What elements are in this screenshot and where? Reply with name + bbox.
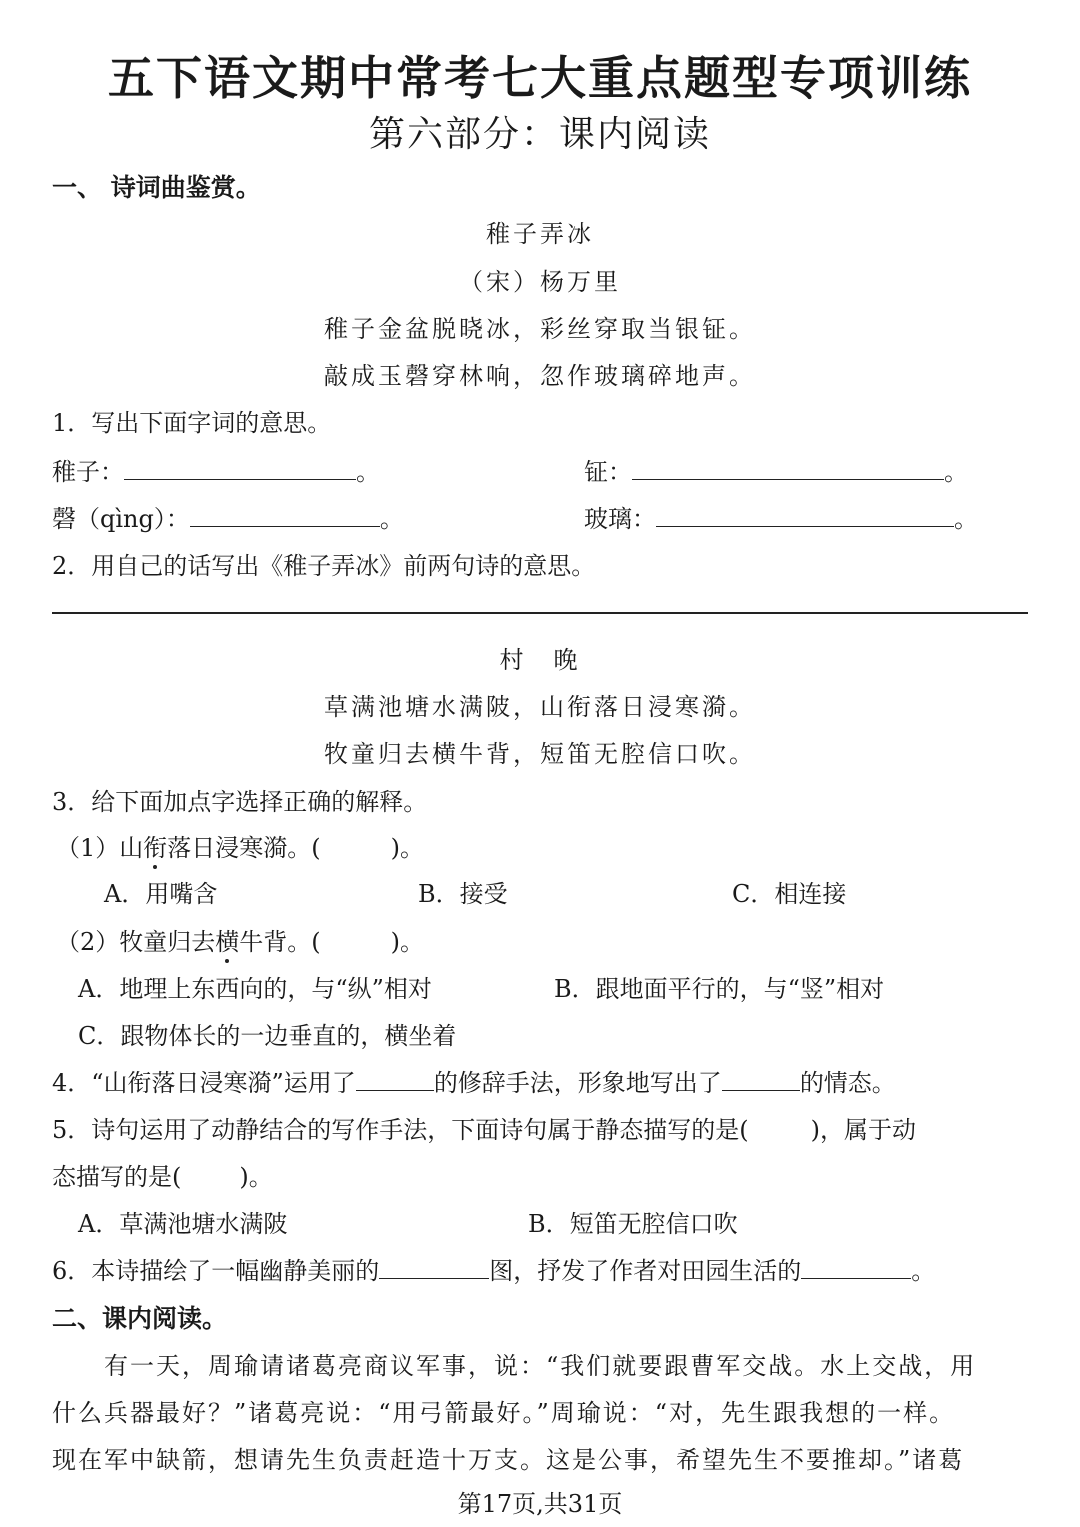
question-1-item [584,452,968,487]
item-label: 玻璃： [584,505,656,533]
question-1-item [52,499,404,534]
option: C．跟物体长的一边垂直的，横坐着 [78,1022,457,1050]
question-text: 。 [911,1257,936,1285]
item-end: 。 [379,505,404,533]
item-label: 稚子： [52,458,124,486]
item-end: 。 [356,458,380,486]
item-end: 。 [954,505,978,533]
question-1-stem: 1．写出下面字词的意思。 [52,409,332,437]
option: B．接受 [418,880,508,908]
option: A．地理上东西向的，与“纵”相对 [78,975,432,1003]
item-end: 。 [944,458,968,486]
answer-blank[interactable] [801,1258,911,1279]
question-3-stem: 3．给下面加点字选择正确的解释。 [52,788,428,816]
poem-title: 村 晚 [499,646,581,674]
section-heading-poetry: 一、 诗词曲鉴赏。 [52,173,261,202]
dotted-character: 衔 [143,834,168,862]
question-text: )。 [239,1163,273,1191]
question-3-sub2 [56,922,424,957]
option: A．用嘴含 [104,880,218,908]
option: B．短笛无腔信口吹 [528,1210,738,1238]
answer-blank[interactable] [722,1070,800,1091]
question-text: )，属于动 [810,1116,917,1144]
question-text: 的修辞手法，形象地写出了 [433,1069,722,1097]
sub-question-end: )。 [390,928,425,956]
question-5-line [52,1110,916,1145]
poem-title: 稚子弄冰 [486,220,594,248]
sub-question-end: )。 [390,834,425,862]
question-text: 6．本诗描绘了一幅幽静美丽的 [52,1257,380,1285]
answer-blank[interactable] [190,506,380,527]
item-label: 磬（qìng）： [52,505,190,533]
question-text: 图，抒发了作者对田园生活的 [489,1257,802,1285]
question-1-item [584,499,978,534]
answer-blank[interactable] [656,506,954,527]
question-text: 态描写的是( [52,1163,182,1191]
poem-author: （宋）杨万里 [459,268,621,296]
page-subtitle: 第六部分：课内阅读 [368,114,711,155]
question-5-line [52,1157,273,1192]
poem-line: 稚子金盆脱晓冰，彩丝穿取当银钲。 [324,315,756,343]
sub-question-text: 牛背。( [239,928,321,956]
sub-question-text: 落日浸寒漪。( [167,834,321,862]
page-number: 第17页,共31页 [457,1490,623,1518]
answer-blank[interactable] [632,459,944,480]
page-title: 五下语文期中常考七大重点题型专项训练 [108,51,972,105]
question-text: 的情态。 [799,1069,896,1097]
question-text: 5．诗句运用了动静结合的写作手法，下面诗句属于静态描写的是( [52,1116,749,1144]
section-heading-reading: 二、课内阅读。 [52,1304,228,1333]
question-3-sub1 [56,828,424,863]
sub-question-text: （1）山 [56,834,144,862]
question-1-item [52,452,380,487]
answer-line[interactable] [52,612,1028,614]
answer-blank[interactable] [124,459,356,480]
question-6 [52,1251,935,1286]
option: C．相连接 [732,880,847,908]
sub-question-text: （2）牧童归去 [56,928,216,956]
question-4 [52,1063,896,1098]
reading-paragraph-line: 什么兵器最好？”诸葛亮说：“用弓箭最好。”周瑜说：“对，先生跟我想的一样。 [52,1399,956,1427]
answer-blank[interactable] [356,1070,434,1091]
poem-line: 草满池塘水满陂，山衔落日浸寒漪。 [324,693,756,721]
poem-line: 牧童归去横牛背，短笛无腔信口吹。 [324,740,756,768]
option: B．跟地面平行的，与“竖”相对 [554,975,885,1003]
option: A．草满池塘水满陂 [78,1210,288,1238]
dotted-character: 横 [215,928,240,956]
item-label: 钲： [584,458,632,486]
poem-line: 敲成玉磬穿林响，忽作玻璃碎地声。 [324,362,756,390]
question-2-stem: 2．用自己的话写出《稚子弄冰》前两句诗的意思。 [52,552,596,580]
answer-blank[interactable] [379,1258,489,1279]
question-text: 4．“山衔落日浸寒漪”运用了 [52,1069,356,1097]
reading-paragraph-line: 有一天，周瑜请诸葛亮商议军事，说：“我们就要跟曹军交战。水上交战，用 [104,1352,977,1380]
reading-paragraph-line: 现在军中缺箭，想请先生负责赶造十万支。这是公事，希望先生不要推却。”诸葛 [52,1446,965,1474]
